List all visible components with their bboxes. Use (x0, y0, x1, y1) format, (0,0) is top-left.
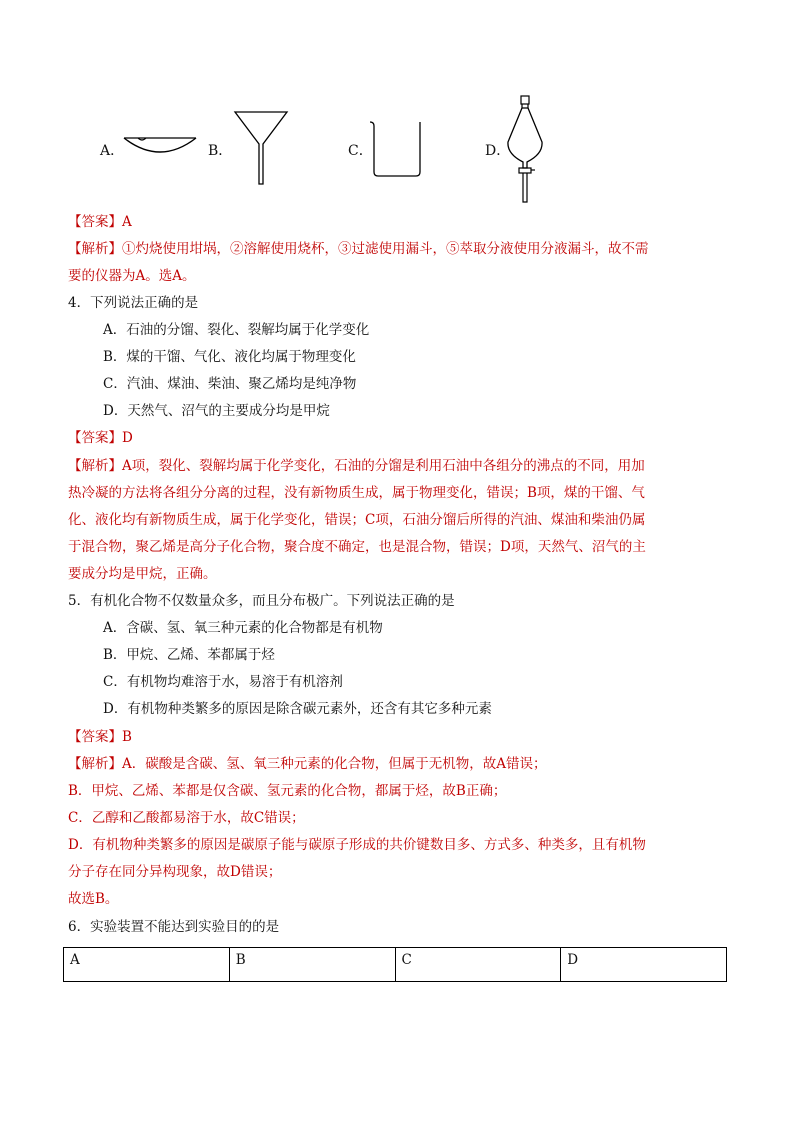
q4-option-d: D．天然气、沼气的主要成分均是甲烷 (103, 403, 330, 419)
q5-analysis-line-4: D．有机物种类繁多的原因是碳原子能与碳原子形成的共价键数目多、方式多、种类多，且有机物 (68, 837, 646, 853)
q4-analysis-line-1: 【解析】A项，裂化、裂解均属于化学变化，石油的分馏是利用石油中各组分的沸点的不同，用加 (68, 458, 645, 474)
analysis-tag: 【解析】 (68, 241, 122, 257)
q4-analysis-line-2: 热冷凝的方法将各组分分离的过程，没有新物质生成，属于物理变化，错误；B项，煤的干馏、气 (68, 485, 645, 501)
beaker-icon (368, 120, 424, 178)
answer-tag: 【答案】 (68, 214, 122, 230)
option-a-label: A． (100, 143, 125, 159)
separatory-funnel-icon (505, 94, 545, 206)
answer-value: D (122, 430, 133, 446)
q4-stem: 4．下列说法正确的是 (68, 295, 199, 311)
q5-stem: 5．有机化合物不仅数量众多，而且分布极广。下列说法正确的是 (68, 593, 455, 609)
table-row (64, 948, 727, 982)
option-c-label: C． (348, 143, 373, 159)
analysis-tag: 【解析】 (68, 756, 122, 772)
q6-cell-d: D (561, 948, 727, 982)
answer-tag: 【答案】 (68, 430, 122, 446)
q5-analysis-line-3: C．乙醇和乙酸都易溶于水，故C错误； (68, 810, 305, 826)
q4-answer (68, 429, 728, 447)
q5-analysis-line-1: 【解析】A．碳酸是含碳、氢、氧三种元素的化合物，但属于无机物，故A错误； (68, 756, 547, 772)
funnel-icon (233, 110, 289, 186)
q4-option-a: A．石油的分馏、裂化、裂解均属于化学变化 (103, 322, 370, 338)
q4-analysis-line-3: 化、液化均有新物质生成，属于化学变化，错误；C项，石油分馏后所得的汽油、煤油和柴油仍属 (68, 512, 646, 528)
q6-options-table (63, 947, 727, 982)
q5-analysis-line-6: 故选B。 (68, 891, 119, 907)
q5-answer (68, 728, 728, 746)
evaporating-dish-icon (120, 132, 200, 162)
q5-option-b: B．甲烷、乙烯、苯都属于烃 (103, 647, 275, 663)
option-b-label: B． (208, 143, 233, 159)
q5-analysis-line-2: B．甲烷、乙烯、苯都是仅含碳、氢元素的化合物，都属于烃，故B正确； (68, 783, 507, 799)
answer-tag: 【答案】 (68, 729, 122, 745)
q4-option-b: B．煤的干馏、气化、液化均属于物理变化 (103, 349, 356, 365)
q6-stem: 6．实验装置不能达到实验目的的是 (68, 919, 280, 935)
q5-option-d: D．有机物种类繁多的原因是除含碳元素外，还含有其它多种元素 (103, 701, 492, 717)
apparatus-options-row (0, 90, 794, 215)
q3-analysis-line-1: 【解析】①灼烧使用坩埚，②溶解使用烧杯，③过滤使用漏斗，⑤萃取分液使用分液漏斗，故不需 (68, 241, 649, 257)
q5-option-a: A．含碳、氢、氧三种元素的化合物都是有机物 (103, 620, 383, 636)
q6-cell-c: C (395, 948, 561, 982)
q5-option-c: C．有机物均难溶于水，易溶于有机溶剂 (103, 674, 343, 690)
answer-value: B (122, 729, 132, 745)
option-d-label: D． (485, 143, 511, 159)
q6-cell-a: A (64, 948, 230, 982)
q6-cell-b: B (229, 948, 395, 982)
q4-option-c: C．汽油、煤油、柴油、聚乙烯均是纯净物 (103, 376, 357, 392)
q4-analysis-line-4: 于混合物，聚乙烯是高分子化合物，聚合度不确定，也是混合物，错误；D项，天然气、沼气的主 (68, 539, 646, 555)
q4-analysis-line-5: 要成分均是甲烷，正确。 (68, 566, 217, 582)
q5-analysis-line-5: 分子存在同分异构现象，故D错误； (68, 864, 282, 880)
answer-value: A (122, 214, 132, 230)
q3-answer (68, 213, 728, 231)
q3-analysis-line-2: 要的仪器为A。选A。 (68, 268, 196, 284)
analysis-tag: 【解析】 (68, 458, 122, 474)
